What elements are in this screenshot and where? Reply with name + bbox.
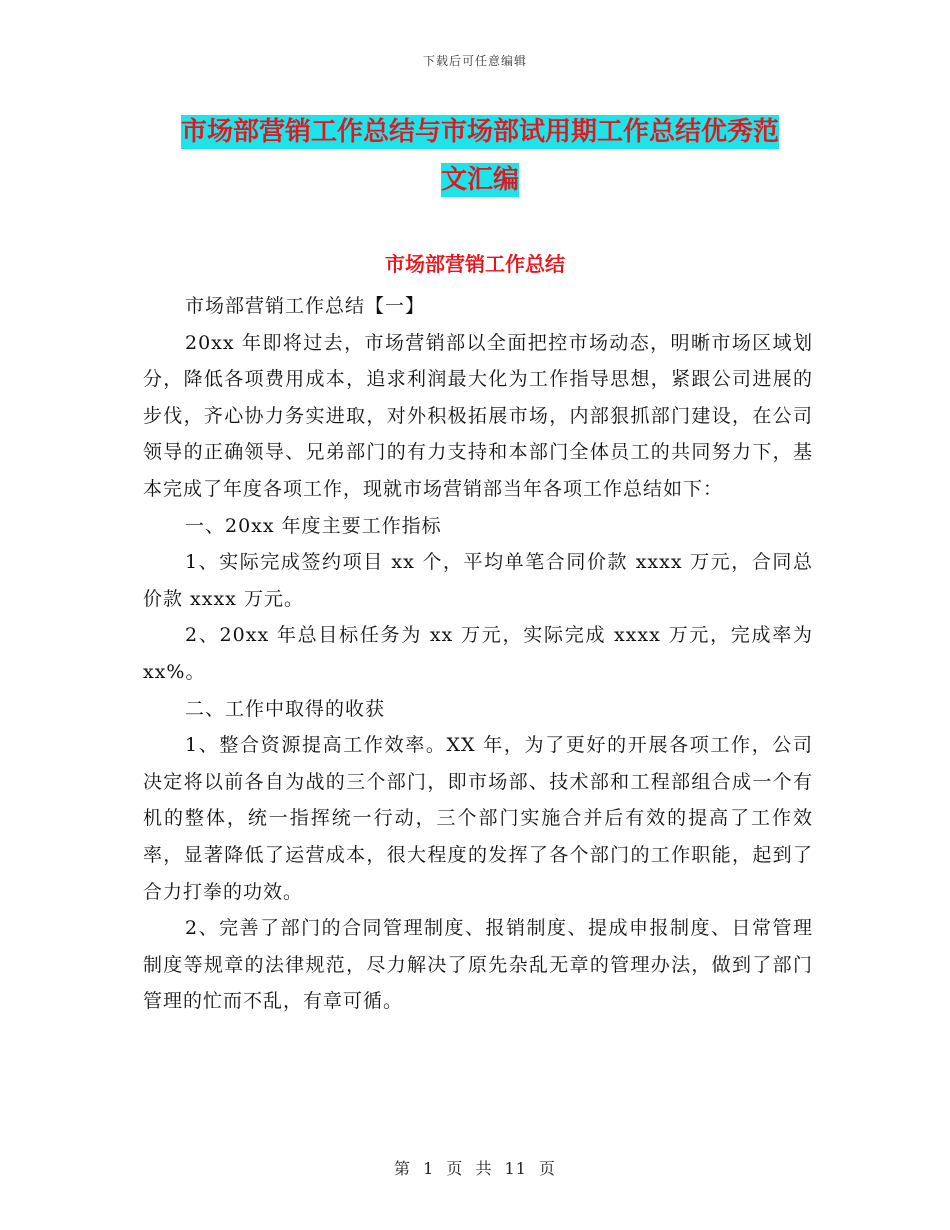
paragraph-item: 2、20xx 年总目标任务为 xx 万元，实际完成 xxxx 万元，完成率为 xx%。 bbox=[143, 624, 813, 683]
page-footer: 第 1 页 共 11 页 bbox=[394, 1159, 556, 1178]
document-title-line-1: 市场部营销工作总结与市场部试用期工作总结优秀范 bbox=[180, 117, 779, 147]
paragraph-item: 1、实际完成签约项目 xx 个，平均单笔合同价款 xxxx 万元，合同总价款 xxxx 万元。 bbox=[143, 551, 813, 610]
header-note: 下载后可任意编辑 bbox=[422, 54, 527, 68]
paragraph-item: 2、完善了部门的合同管理制度、报销制度、提成申报制度、日常管理制度等规章的法律规范，尽力解决了原先杂乱无章的管理办法，做到了部门管理的忙而不乱，有章可循。 bbox=[143, 917, 813, 1013]
paragraph-subheading: 市场部营销工作总结【一】 bbox=[185, 295, 426, 317]
paragraph-heading-1: 一、20xx 年度主要工作指标 bbox=[185, 514, 442, 537]
paragraph-heading-2: 二、工作中取得的收获 bbox=[185, 697, 386, 720]
paragraph-intro: 20xx 年即将过去，市场营销部以全面把控市场动态，明晰市场区域划分，降低各项费用成本，追求利润最大化为工作指导思想，紧跟公司进展的步伐，齐心协力务实进取，对外积极拓展市场，内部狠抓部门建设，在公司领导的正确领导、兄弟部门的有力支持和本部门全体员工的共同努力下，基本完成了年度各项工作，现就市场营销部当年各项工作总结如下： bbox=[143, 331, 813, 500]
document-title-line-2: 文汇编 bbox=[440, 165, 519, 195]
section-title: 市场部营销工作总结 bbox=[385, 252, 565, 276]
document-body bbox=[143, 288, 813, 1020]
paragraph-item: 1、整合资源提高工作效率。XX 年，为了更好的开展各项工作，公司决定将以前各自为战的三个部门，即市场部、技术部和工程部组合成一个有机的整体，统一指挥统一行动，三个部门实施合并后有效的提高了工作效率，显著降低了运营成本，很大程度的发挥了各个部门的工作职能，起到了合力打拳的功效。 bbox=[143, 734, 813, 903]
document-title bbox=[140, 108, 820, 204]
